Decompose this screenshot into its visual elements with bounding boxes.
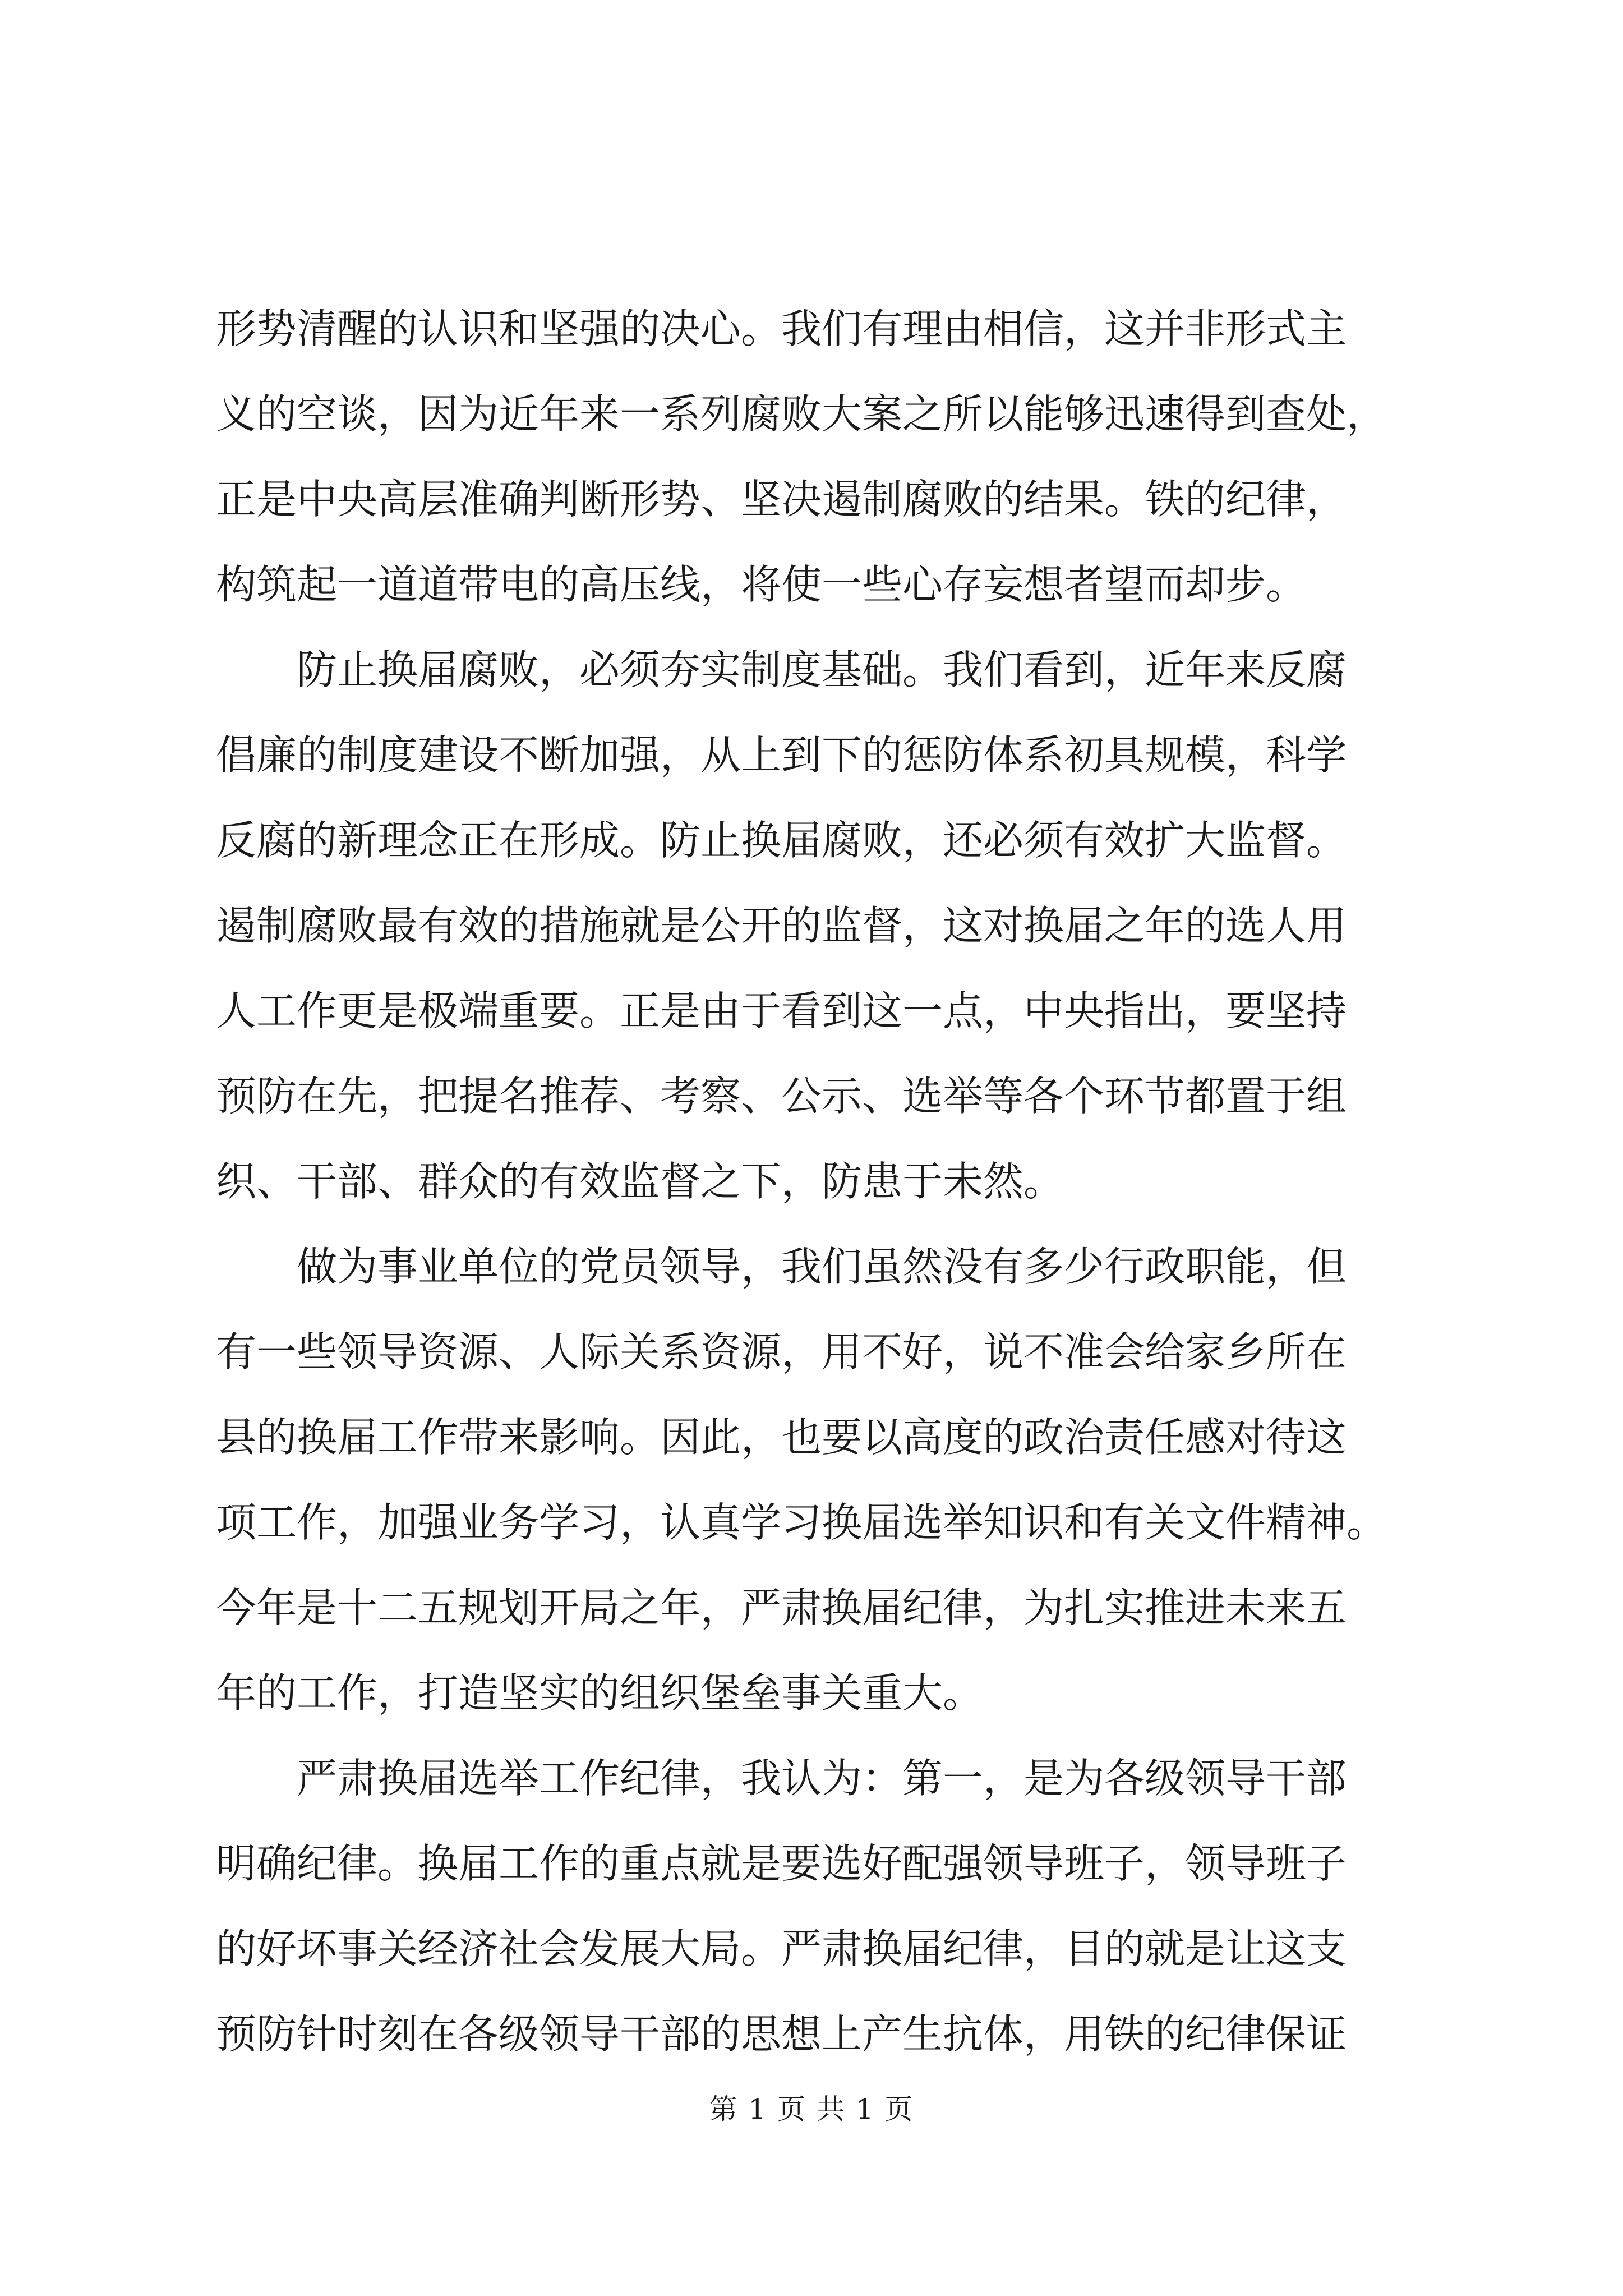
text-line: 县的换届工作带来影响。因此，也要以高度的政治责任感对待这 <box>216 1414 1347 1461</box>
text-line: 人工作更是极端重要。正是由于看到这一点，中央指出，要坚持 <box>216 987 1347 1034</box>
text-line: 反腐的新理念正在形成。防止换届腐败，还必须有效扩大监督。 <box>216 817 1347 864</box>
text-line: 预防在先，把提名推荐、考察、公示、选举等各个环节都置于组 <box>216 1073 1347 1120</box>
text-line: 明确纪律。换届工作的重点就是要选好配强领导班子，领导班子 <box>216 1840 1347 1887</box>
text-line: 织、干部、群众的有效监督之下，防患于未然。 <box>216 1158 1064 1205</box>
text-line: 正是中央高层准确判断形势、坚决遏制腐败的结果。铁的纪律， <box>216 476 1347 523</box>
text-line: 项工作，加强业务学习，认真学习换届选举知识和有关文件精神。 <box>216 1499 1387 1546</box>
text-line: 遏制腐败最有效的措施就是公开的监督，这对换届之年的选人用 <box>216 902 1347 949</box>
text-line: 做为事业单位的党员领导，我们虽然没有多少行政职能，但 <box>297 1243 1347 1290</box>
text-line: 严肃换届选举工作纪律，我认为：第一，是为各级领导干部 <box>297 1755 1347 1802</box>
page-footer <box>0 2087 1623 2127</box>
text-line: 的好坏事关经济社会发展大局。严肃换届纪律，目的就是让这支 <box>216 1925 1347 1972</box>
text-line: 有一些领导资源、人际关系资源，用不好，说不准会给家乡所在 <box>216 1328 1347 1375</box>
text-line: 今年是十二五规划开局之年，严肃换届纪律，为扎实推进未来五 <box>216 1584 1347 1631</box>
text-line: 倡廉的制度建设不断加强，从上到下的惩防体系初具规模，科学 <box>216 731 1347 779</box>
text-line: 义的空谈，因为近年来一系列腐败大案之所以能够迅速得到查处， <box>216 390 1387 438</box>
text-line: 年的工作，打造坚实的组织堡垒事关重大。 <box>216 1669 984 1717</box>
text-line: 防止换届腐败，必须夯实制度基础。我们看到，近年来反腐 <box>297 646 1347 693</box>
text-line: 预防针时刻在各级领导干部的思想上产生抗体，用铁的纪律保证 <box>216 2010 1347 2058</box>
text-line: 构筑起一道道带电的高压线，将使一些心存妄想者望而却步。 <box>216 561 1307 608</box>
document-body <box>216 286 1410 2077</box>
text-line: 形势清醒的认识和坚强的决心。我们有理由相信，这并非形式主 <box>216 305 1347 352</box>
page-number-indicator: 第 1 页 共 1 页 <box>709 2093 914 2125</box>
paragraph-first-line <box>216 1736 1410 1821</box>
paragraph-first-line <box>216 1224 1410 1309</box>
paragraph-first-line <box>216 627 1410 712</box>
